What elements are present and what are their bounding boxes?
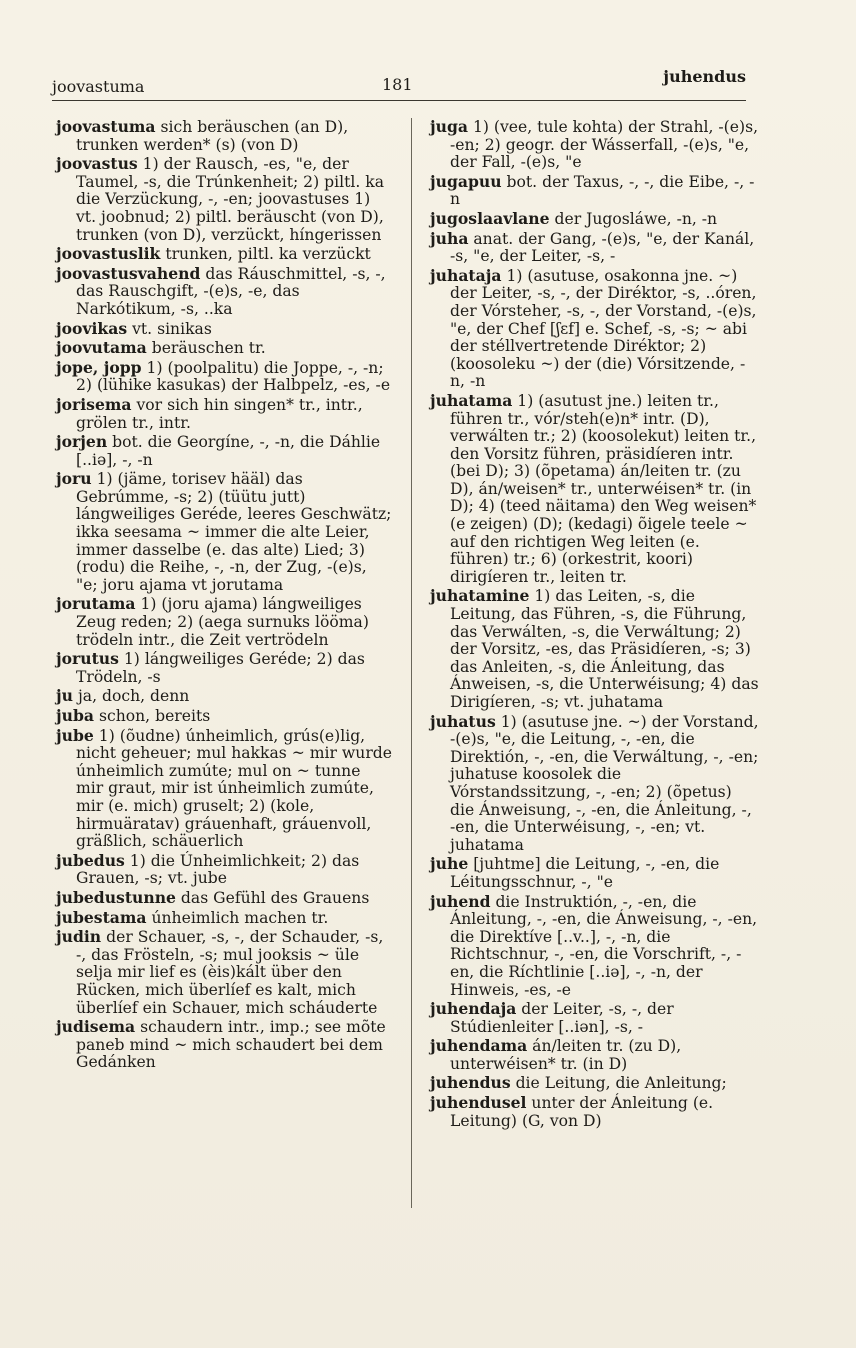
dictionary-entry — [56, 595, 392, 649]
entry-definition: 1) (joru ajama) lángweiliges Zeug reden; 2) (aega surnuks lööma) trödeln intr., die Zeit vertrödeln — [76, 595, 369, 649]
entry-definition: die Instruktión, -, -en, die Ánleitung, -, -en, die Ánweisung, -, -en, die Direktíve [..v..], -, -n, die Richtschnur, -, -en, die Vorschrift, -, -en, die Ríchtlinie [..iə], -, -n, der Hinweis, -es, -e — [450, 892, 758, 999]
entry-definition: anat. der Gang, -(e)s, "e, der Kanál, -s, "e, der Leiter, -s, - — [450, 229, 755, 266]
entry-headword: juhendusel — [430, 1093, 527, 1113]
entry-headword: juhatus — [430, 711, 496, 731]
entry-definition: sich beräuschen (an D), trunken werden* (s) (von D) — [76, 118, 349, 154]
left-column — [56, 118, 392, 1073]
entry-headword: jope, jopp — [56, 357, 142, 377]
entry-definition: schaudern intr., imp.; see mõte paneb mind ~ mich schaudert bei dem Gedánken — [76, 1018, 386, 1072]
dictionary-entry — [56, 909, 392, 928]
entry-definition: [juhtme] die Leitung, -, -en, die Léitungsschnur, -, "e — [450, 855, 720, 891]
dictionary-entry — [430, 1000, 760, 1036]
entry-headword: jorisema — [56, 394, 132, 414]
dictionary-entry — [430, 173, 760, 209]
entry-headword: joru — [56, 469, 92, 489]
dictionary-entry — [430, 855, 760, 891]
dictionary-entry — [56, 852, 392, 888]
entry-headword: jube — [56, 725, 94, 745]
dictionary-entry — [56, 470, 392, 594]
entry-headword: judin — [56, 927, 102, 947]
dictionary-entry — [56, 433, 392, 469]
entry-headword: juhendaja — [430, 999, 517, 1019]
entry-headword: jorjen — [56, 432, 108, 452]
dictionary-entry — [430, 118, 760, 172]
dictionary-entry — [56, 1018, 392, 1072]
entry-definition: 1) (vee, tule kohta) der Strahl, -(e)s, -en; 2) geogr. der Wásserfall, -(e)s, "e, der Fall, -(e)s, "e — [450, 118, 759, 172]
dictionary-entry — [430, 1094, 760, 1130]
entry-headword: jorutus — [56, 649, 119, 669]
entry-headword: ju — [56, 686, 73, 706]
page-number: 181 — [382, 75, 413, 94]
entry-definition: 1) der Rausch, -es, "e, der Taumel, -s, die Trúnkenheit; 2) piltl. ka die Verzückung, -, -en; joovastuses 1) vt. joobnud; 2) piltl. beräuscht (von D), trunken (von D), verzückt, híngerissen — [76, 155, 385, 244]
dictionary-entry — [430, 587, 760, 711]
entry-definition: bot. die Georgíne, -, -n, die Dáhlie [..iə], -, -n — [76, 433, 381, 469]
entry-headword: juhendus — [430, 1073, 511, 1093]
dictionary-entry — [56, 396, 392, 432]
entry-headword: juhend — [430, 891, 491, 911]
dictionary-entry — [56, 118, 392, 154]
entry-definition: 1) (asutuse, osakonna jne. ~) der Leiter, -s, -, der Diréktor, -s, ..óren, der Vórsteher, -s, -, der Vorstand, -(e)s, "e, der Chef [ʃɛf] e. Schef, -s, -s; ~ abi der stéllvertretende Diréktor; 2) (koosoleku ~) der (die) Vórsitzende, -n, -n — [450, 266, 757, 391]
entry-headword: jubedustunne — [56, 887, 176, 907]
entry-definition: das Gefühl des Grauens — [175, 888, 370, 907]
column-divider — [411, 118, 412, 1208]
dictionary-entry — [56, 339, 392, 358]
right-column — [430, 118, 760, 1131]
entry-headword: juba — [56, 706, 94, 725]
dictionary-entry — [430, 267, 760, 391]
entry-headword: jubedus — [56, 850, 125, 870]
dictionary-entry — [430, 713, 760, 855]
dictionary-entry — [56, 320, 392, 339]
entry-definition: 1) (asutuse jne. ~) der Vorstand, -(e)s, "e, die Leitung, -, -en, die Direktión, -, -en, die Verwáltung, -, -en; juhatuse koosolek die Vórstandssitzung, -, -en; 2) (õpetus) die Ánweisung, -, -en, die Ánleitung, -, -en, die Unterwéisung, -, -en; vt. juhatama — [450, 712, 759, 854]
dictionary-entry — [56, 245, 392, 264]
entry-definition: der Jugosláwe, -n, -n — [549, 209, 718, 228]
entry-definition: 1) (õudne) únheimlich, grús(e)lig, nicht geheuer; mul hakkas ~ mir wurde únheimlich zumúte; mul on ~ tunne mir graut, mir ist únheimlich zumúte, mir (e. mich) gruselt; 2) (kole, hirmuäratav) gráuenhaft, gráuenvoll, gräßlich, schäuerlich — [76, 726, 392, 851]
entry-headword: juhatama — [430, 390, 513, 410]
dictionary-entry — [430, 893, 760, 1000]
header-right-guideword: juhendus — [663, 67, 746, 86]
entry-definition: trunken, piltl. ka verzückt — [160, 245, 371, 264]
entry-definition: únheimlich machen tr. — [146, 908, 329, 927]
dictionary-entry — [56, 727, 392, 851]
entry-definition: unter der Ánleitung (e. Leitung) (G, von D) — [450, 1094, 714, 1130]
dictionary-entry — [430, 392, 760, 587]
entry-headword: joovastus — [56, 154, 138, 174]
entry-headword: joovastuslik — [56, 244, 161, 264]
entry-headword: jugapuu — [430, 171, 502, 191]
entry-headword: joovastuma — [56, 117, 156, 136]
dictionary-entry — [56, 650, 392, 686]
entry-definition: 1) (poolpalitu) die Joppe, -, -n; 2) (lühike kasukas) der Halbpelz, -es, -e — [76, 358, 391, 395]
dictionary-entry — [430, 230, 760, 266]
entry-definition: beräuschen tr. — [146, 339, 266, 358]
header-left-guideword: joovastuma — [52, 77, 145, 96]
dictionary-entry — [56, 889, 392, 908]
dictionary-entry — [56, 155, 392, 244]
entry-headword: joovikas — [56, 318, 128, 338]
entry-headword: juhatamine — [430, 586, 530, 606]
entry-headword: joovastusvahend — [56, 263, 201, 283]
dictionary-entry — [56, 707, 392, 726]
entry-definition: schon, bereits — [94, 707, 211, 725]
entry-headword: juhataja — [430, 265, 502, 285]
entry-definition: der Schauer, -s, -, der Schauder, -s, -, das Frösteln, -s; mul jooksis ~ üle selja mir lief es (èis)kált über den Rücken, mich überlíef es kalt, mich überlíef ein Schauer, mich scháuderte — [76, 928, 384, 1017]
dictionary-entry — [430, 210, 760, 229]
entry-definition: án/leiten tr. (zu D), unterwéisen* tr. (in D) — [450, 1037, 682, 1073]
entry-definition: 1) lángweiliges Geréde; 2) das Trödeln, -s — [76, 650, 365, 686]
entry-definition: 1) (asutust jne.) leiten tr., führen tr., vór/steh(e)n* intr. (D), verwálten tr.; 2) (koosolekut) leiten tr., den Vorsitz führen, präsidíeren intr. (bei D); 3) (õpetama) án/leiten tr. (zu D), án/weisen* tr., unterwéisen* tr. (in D); 4) (teed näitama) den Weg weisen* (e zeigen) (D); (kedagi) õigele teele ~ auf den richtigen Weg leiten (e. führen) tr.; 6) (orkestrit, koori) dirigíeren tr., leiten tr. — [450, 391, 757, 586]
entry-definition: das Ráuschmittel, -s, -, das Rauschgift, -(e)s, -e, das Narkótikum, -s, ..ka — [76, 264, 386, 318]
dictionary-entry — [56, 359, 392, 395]
entry-headword: joovutama — [56, 338, 147, 358]
entry-definition: die Leitung, die Anleitung; — [510, 1074, 727, 1093]
page-header — [52, 66, 746, 101]
entry-headword: jorutama — [56, 594, 136, 614]
entry-headword: juga — [430, 117, 468, 136]
dictionary-entry — [430, 1074, 760, 1093]
entry-headword: juha — [430, 228, 469, 248]
entry-headword: judisema — [56, 1017, 136, 1037]
dictionary-entry — [56, 687, 392, 706]
entry-definition: bot. der Taxus, -, -, die Eibe, -, -n — [450, 172, 755, 209]
entry-definition: der Leiter, -s, -, der Stúdienleiter [..iən], -s, - — [450, 1000, 674, 1036]
dictionary-entry — [56, 928, 392, 1017]
entry-definition: 1) die Únheimlichkeit; 2) das Grauen, -s; vt. jube — [76, 851, 360, 888]
entry-definition: ja, doch, denn — [72, 687, 190, 706]
entry-headword: juhendama — [430, 1036, 528, 1056]
entry-headword: jubestama — [56, 907, 147, 927]
entry-headword: juhe — [430, 854, 469, 874]
dictionary-entry — [56, 265, 392, 319]
entry-headword: jugoslaavlane — [430, 208, 550, 228]
entry-definition: vor sich hin singen* tr., intr., grölen tr., intr. — [76, 395, 363, 432]
entry-definition: 1) das Leiten, -s, die Leitung, das Führen, -s, die Führung, das Verwálten, -s, die Verwáltung; 2) der Vorsitz, -es, das Präsidíeren, -s; 3) das Anleiten, -s, die Ánleitung, das Ánweisen, -s, die Unterwéisung; 4) das Dirigíeren, -s; vt. juhatama — [450, 587, 759, 711]
entry-definition: 1) (jäme, torisev hääl) das Gebrúmme, -s; 2) (tüütu jutt) lángweiliges Geréde, leeres Geschwätz; ikka seesama ~ immer die alte Leier, immer dasselbe (e. das alte) Lied; 3) (rodu) die Reihe, -, -n, der Zug, -(e)s, "e; joru ajama vt jorutama — [76, 470, 392, 594]
dictionary-entry — [430, 1037, 760, 1073]
entry-definition: vt. sinikas — [127, 319, 212, 338]
